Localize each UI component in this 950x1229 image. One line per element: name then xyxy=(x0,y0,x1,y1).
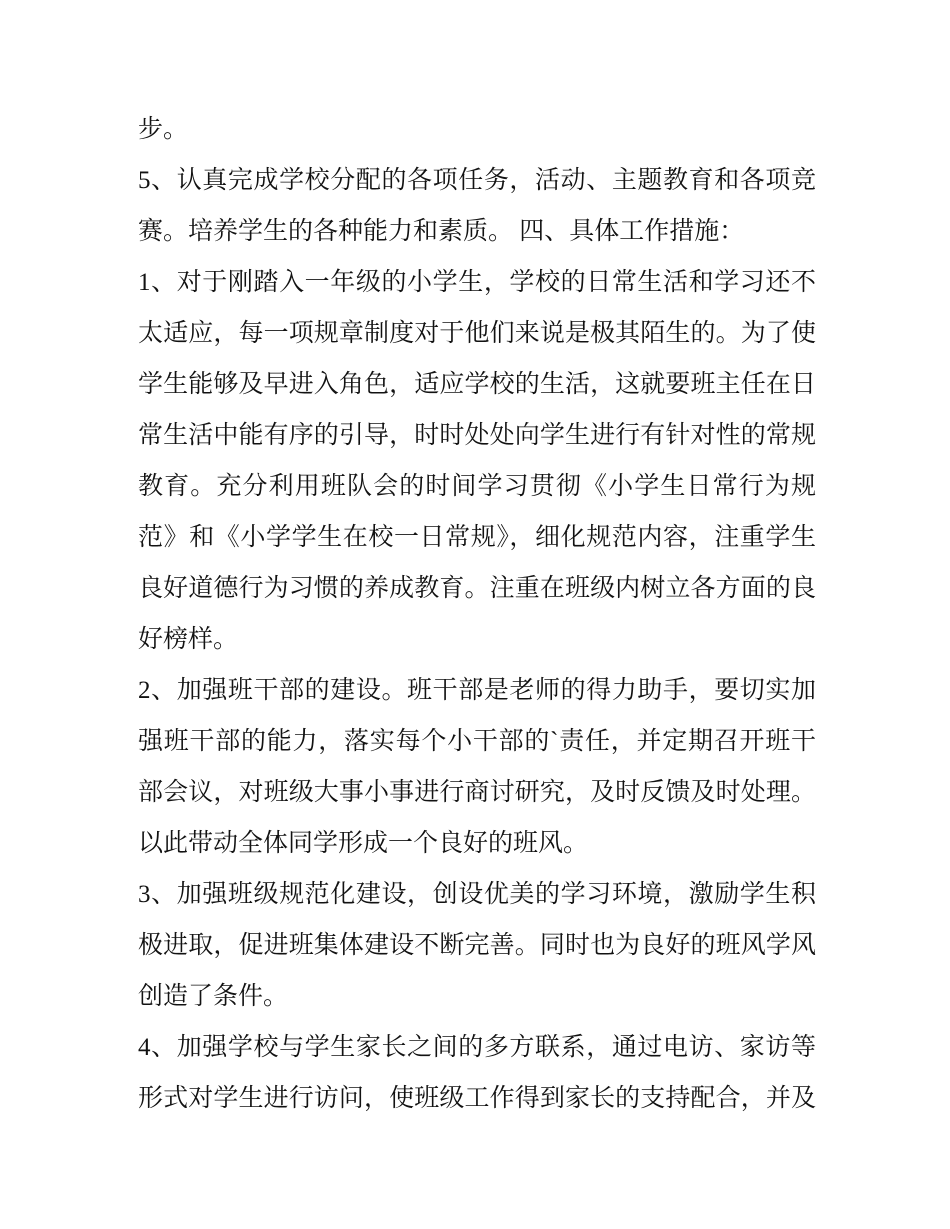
text-line: 极进取，促进班集体建设不断完善。同时也为良好的班风学风 xyxy=(138,932,816,959)
text-line: 太适应，每一项规章制度对于他们来说是极其陌生的。为了使 xyxy=(138,320,816,347)
text-line: 强班干部的能力，落实每个小干部的`责任，并定期召开班干 xyxy=(138,728,816,755)
text-line: 以此带动全体同学形成一个良好的班风。 xyxy=(138,830,589,857)
text-line: 常生活中能有序的引导，时时处处向学生进行有针对性的常规 xyxy=(138,422,816,449)
text-line: 形式对学生进行访问，使班级工作得到家长的支持配合，并及 xyxy=(138,1085,816,1112)
text-line: 4、加强学校与学生家长之间的多方联系，通过电访、家访等 xyxy=(138,1034,816,1061)
text-line: 教育。充分利用班队会的时间学习贯彻《小学生日常行为规 xyxy=(138,473,816,500)
text-line: 2、加强班干部的建设。班干部是老师的得力助手，要切实加 xyxy=(138,677,816,704)
text-line: 良好道德行为习惯的养成教育。注重在班级内树立各方面的良 xyxy=(138,575,816,602)
text-line: 范》和《小学学生在校一日常规》，细化规范内容，注重学生 xyxy=(138,524,816,551)
text-line: 赛。培养学生的各种能力和素质。 四、具体工作措施： xyxy=(138,218,745,245)
text-line: 创造了条件。 xyxy=(138,983,289,1010)
document-text-block xyxy=(138,104,816,1124)
text-line: 1、对于刚踏入一年级的小学生，学校的日常生活和学习还不 xyxy=(138,269,816,296)
text-line: 好榜样。 xyxy=(138,626,239,653)
text-line: 3、加强班级规范化建设，创设优美的学习环境，激励学生积 xyxy=(138,881,816,908)
text-line: 步。 xyxy=(138,116,189,143)
text-line: 学生能够及早进入角色，适应学校的生活，这就要班主任在日 xyxy=(138,371,816,398)
text-line: 5、认真完成学校分配的各项任务，活动、主题教育和各项竞 xyxy=(138,167,816,194)
text-line: 部会议，对班级大事小事进行商讨研究，及时反馈及时处理。 xyxy=(138,779,816,806)
